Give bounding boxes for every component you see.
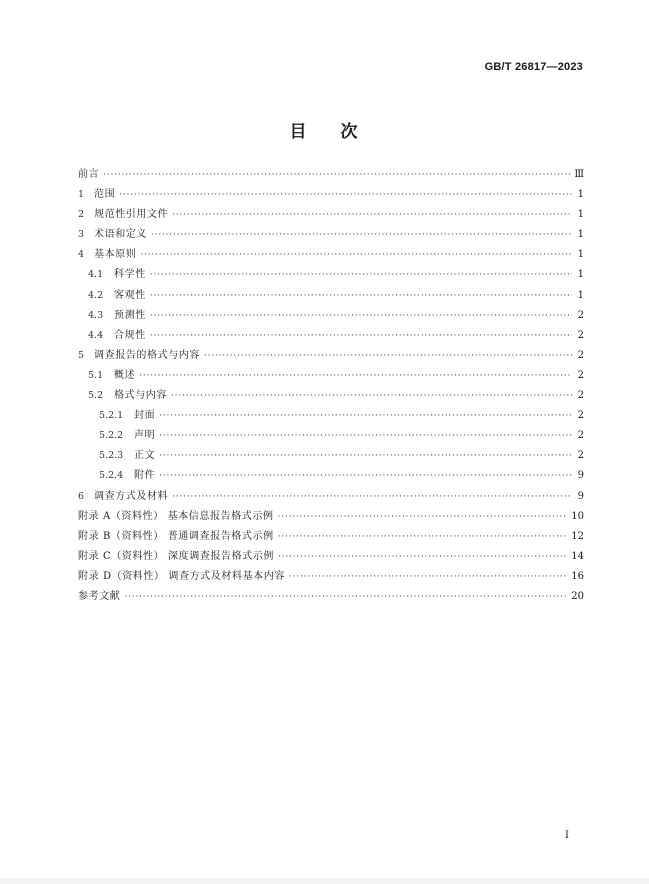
toc-entry[interactable] (78, 205, 584, 225)
toc-entry-title: 正文 (134, 450, 156, 462)
dot-leader (119, 185, 572, 205)
toc-entry-page: 2 (577, 410, 584, 422)
page-title (0, 117, 649, 142)
toc-entry-number: 1 (78, 189, 85, 201)
toc-entry-number: 4.4 (88, 329, 104, 341)
toc-entry-page: 2 (577, 309, 584, 321)
page-title-right: 次 (340, 122, 360, 142)
toc-entry-title: 概述 (114, 369, 136, 381)
toc-entry[interactable] (78, 306, 584, 326)
toc-entry-title: 参考文献 (78, 590, 121, 602)
toc-entry[interactable] (78, 406, 584, 426)
toc-entry[interactable] (78, 346, 584, 366)
toc-entry[interactable] (78, 527, 584, 547)
toc-entry-number: 5.2.1 (99, 410, 124, 422)
toc-entry-title: 附件 (134, 470, 156, 482)
toc-entry-number: 5 (78, 349, 85, 361)
toc-entry-number: 4.2 (88, 289, 104, 301)
toc-entry-page: 2 (577, 390, 584, 402)
toc-entry-title: 合规性 (114, 329, 146, 341)
toc-entry-title: 基本原则 (94, 249, 137, 261)
dot-leader (159, 466, 572, 486)
toc-entry-number: 4.3 (88, 309, 104, 321)
toc-entry-page: 1 (577, 189, 584, 201)
toc-entry[interactable] (78, 466, 584, 486)
toc-entry-number: 6 (78, 490, 85, 502)
toc-entry[interactable] (78, 547, 584, 567)
page-number: I (565, 830, 569, 841)
toc-entry[interactable] (78, 507, 584, 527)
toc-entry-number: 3 (78, 229, 85, 241)
dot-leader (172, 487, 572, 507)
toc-entry[interactable] (78, 366, 584, 386)
dot-leader (150, 286, 572, 306)
toc-entry-page: 14 (571, 550, 584, 562)
dot-leader (139, 366, 572, 386)
standard-code: GB/T 26817—2023 (484, 61, 583, 73)
toc-entry-page: 2 (577, 369, 584, 381)
page-title-left: 目 (289, 122, 309, 142)
toc-entry-page: 10 (571, 510, 584, 522)
toc-entry-page: 16 (571, 570, 584, 582)
toc-entry-page: 9 (577, 490, 584, 502)
toc-entry[interactable] (78, 326, 584, 346)
toc-entry-title: 规范性引用文件 (94, 209, 169, 221)
toc-entry-title: 科学性 (114, 269, 146, 281)
toc-entry-title: 预测性 (114, 309, 146, 321)
dot-leader (172, 205, 572, 225)
toc-entry-title: 附录 B（资料性） 普通调查报告格式示例 (78, 530, 274, 542)
dot-leader (140, 245, 572, 265)
dot-leader (278, 507, 568, 527)
toc-entry-page: 1 (577, 249, 584, 261)
toc-entry-page: 12 (571, 530, 584, 542)
toc-entry-number: 4.1 (88, 269, 104, 281)
toc-entry[interactable] (78, 286, 584, 306)
toc-entry[interactable] (78, 446, 584, 466)
toc-entry[interactable] (78, 165, 584, 185)
dot-leader (159, 406, 572, 426)
toc-entry-title: 调查报告的格式与内容 (94, 349, 200, 361)
toc-entry-page: 9 (577, 470, 584, 482)
toc-entry[interactable] (78, 185, 584, 205)
toc-entry-number: 5.2.2 (99, 430, 124, 442)
dot-leader (151, 225, 572, 245)
toc-entry-title: 声明 (134, 430, 156, 442)
dot-leader (103, 165, 570, 185)
dot-leader (159, 426, 572, 446)
dot-leader (204, 346, 572, 366)
dot-leader (150, 265, 572, 285)
toc-entry-title: 附录 A（资料性） 基本信息报告格式示例 (78, 510, 274, 522)
dot-leader (150, 326, 572, 346)
toc-entry-title: 术语和定义 (94, 229, 147, 241)
dot-leader (278, 547, 567, 567)
dot-leader (150, 306, 572, 326)
toc-entry-page: 1 (577, 289, 584, 301)
dot-leader (124, 587, 567, 607)
toc-entry[interactable] (78, 567, 584, 587)
toc-entry-title: 附录 C（资料性） 深度调查报告格式示例 (78, 550, 275, 562)
toc-entry-number: 5.2 (88, 390, 104, 402)
toc-entry-number: 4 (78, 249, 85, 261)
toc-entry-number: 2 (78, 209, 85, 221)
toc-entry-page: 2 (577, 450, 584, 462)
toc-entry[interactable] (78, 426, 584, 446)
toc-entry-page: 1 (577, 209, 584, 221)
footer-strip (0, 878, 649, 884)
toc-entry-page: 2 (577, 329, 584, 341)
dot-leader (289, 567, 567, 587)
toc-entry-number: 5.2.3 (99, 450, 124, 462)
toc-entry-number: 5.1 (88, 369, 104, 381)
toc-entry-title: 附录 D（资料性） 调查方式及材料基本内容 (78, 570, 285, 582)
toc-entry-page: 2 (577, 430, 584, 442)
toc-entry-title: 前言 (78, 169, 100, 180)
toc-entry-title: 客观性 (114, 289, 146, 301)
toc-entry[interactable] (78, 487, 584, 507)
toc-entry-page: 1 (577, 229, 584, 241)
toc-entry[interactable] (78, 225, 584, 245)
dot-leader (159, 446, 572, 466)
toc-entry-title: 格式与内容 (114, 390, 167, 402)
toc-entry[interactable] (78, 386, 584, 406)
toc-entry-page: Ⅲ (574, 169, 584, 180)
toc-entry[interactable] (78, 587, 584, 607)
toc-entry-page: 1 (577, 269, 584, 281)
toc-entry-number: 5.2.4 (99, 470, 124, 482)
toc-entry-title: 封面 (134, 410, 156, 422)
dot-leader (171, 386, 572, 406)
toc-entry[interactable] (78, 265, 584, 285)
toc-entry[interactable] (78, 245, 584, 265)
toc-entry-page: 2 (577, 349, 584, 361)
toc-entry-page: 20 (571, 590, 584, 602)
table-of-contents (78, 165, 584, 607)
toc-entry-title: 调查方式及材料 (94, 490, 169, 502)
toc-entry-title: 范围 (94, 189, 116, 201)
dot-leader (278, 527, 568, 547)
